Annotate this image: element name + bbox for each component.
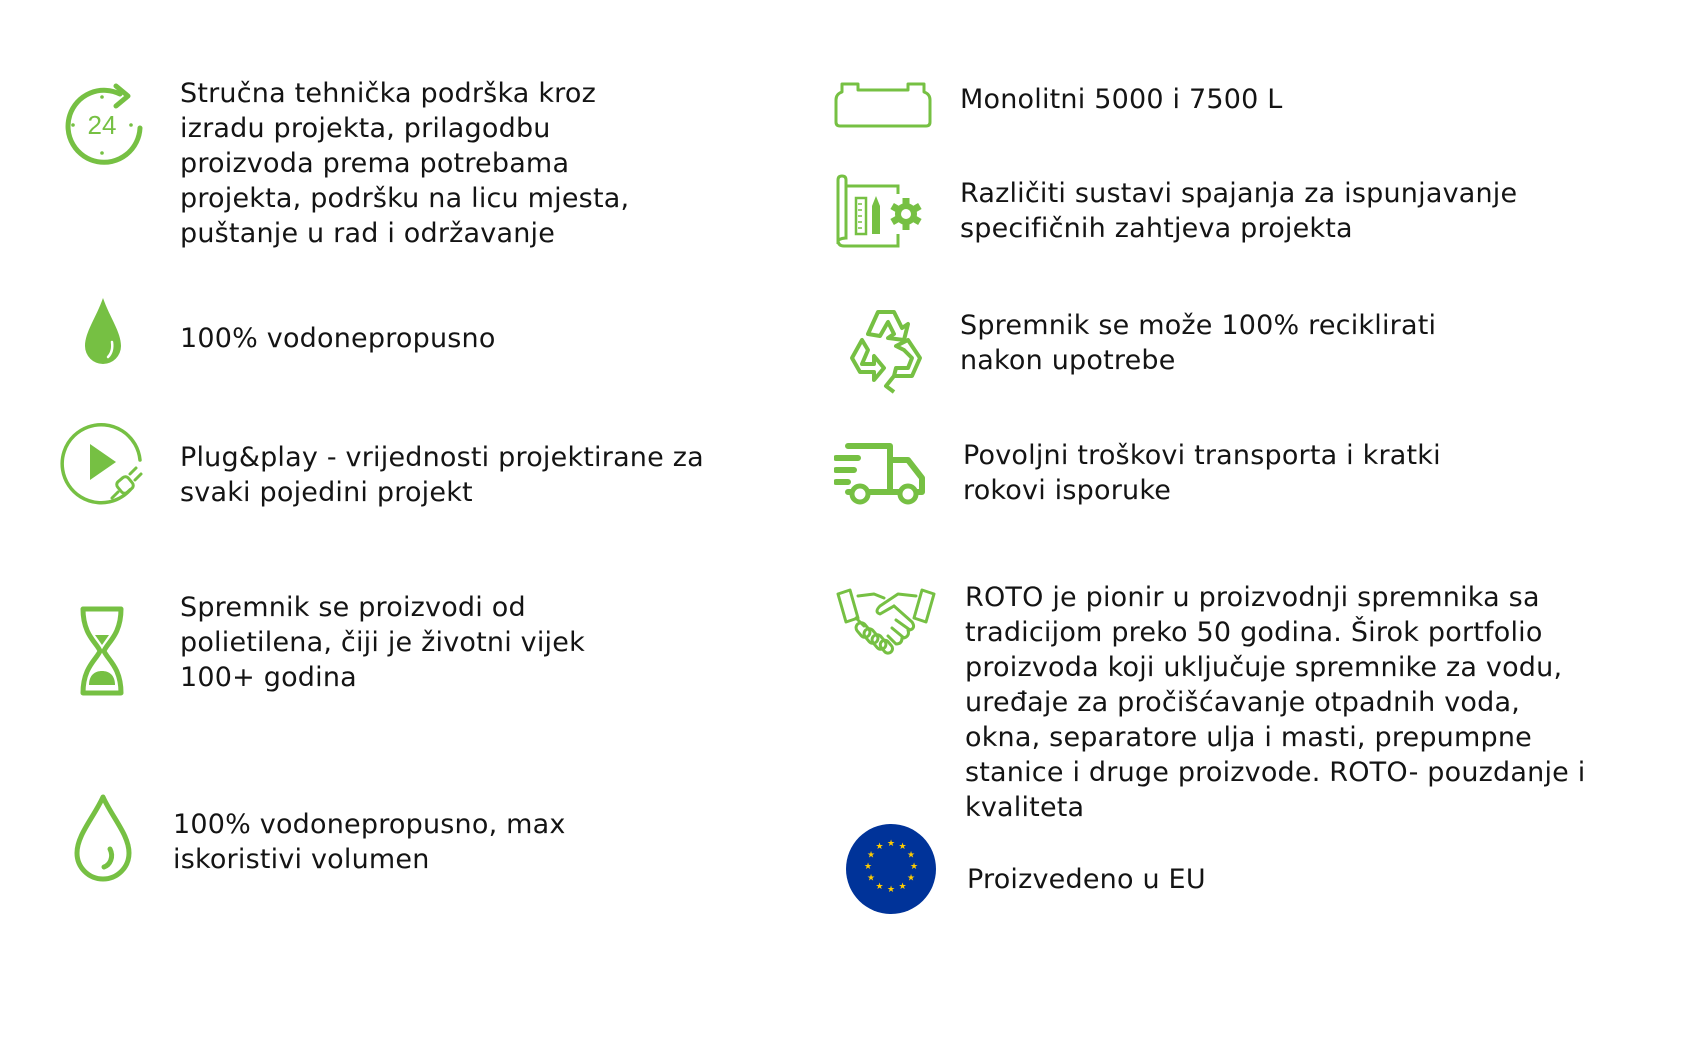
blueprint-gear-icon (834, 174, 930, 250)
svg-text:24: 24 (87, 110, 117, 140)
recycle-icon (838, 306, 926, 394)
clock-24-icon (58, 80, 150, 172)
monolithic-tank-icon (834, 80, 932, 130)
feature-line: polietilena, čiji je životni vijek (180, 627, 585, 658)
feature-line: puštanje u rad i održavanje (180, 218, 556, 249)
feature-line: Stručna tehnička podrška kroz (180, 78, 596, 109)
feature-line: Proizvedeno u EU (967, 864, 1206, 895)
feature-line: okna, separatore ulja i masti, prepumpne (965, 722, 1532, 753)
feature-line: Plug&play - vrijednosti projektirane za (180, 442, 704, 473)
feature-line: tradicijom preko 50 godina. Širok portfolio (965, 617, 1543, 648)
delivery-truck-icon (834, 442, 928, 506)
feature-line: Monolitni 5000 i 7500 L (960, 84, 1283, 115)
svg-text:★: ★ (898, 842, 907, 852)
water-drop-filled-icon (82, 296, 124, 366)
svg-text:★: ★ (906, 873, 916, 884)
svg-text:★: ★ (886, 839, 896, 849)
eu-flag-icon (846, 824, 936, 914)
feature-line: projekta, podršku na licu mjesta, (180, 183, 630, 214)
feature-line: Različiti sustavi spajanja za ispunjavanje (960, 178, 1518, 209)
svg-text:★: ★ (866, 850, 876, 861)
feature-line: svaki pojedini projekt (180, 477, 473, 508)
svg-text:★: ★ (898, 882, 907, 892)
feature-line: stanice i druge proizvode. ROTO- pouzdanje i (965, 757, 1586, 788)
feature-line: proizvoda prema potrebama (180, 148, 570, 179)
feature-line: Spremnik se može 100% reciklirati (960, 310, 1437, 341)
svg-text:★: ★ (906, 850, 916, 861)
feature-line: 100% vodonepropusno (180, 323, 496, 354)
plug-and-play-icon (60, 422, 146, 508)
svg-text:★: ★ (875, 882, 884, 892)
feature-line: nakon upotrebe (960, 345, 1176, 376)
feature-line: uređaje za pročišćavanje otpadnih voda, (965, 687, 1521, 718)
feature-line: 100% vodonepropusno, max (173, 809, 566, 840)
feature-line: iskoristivi volumen (173, 844, 430, 875)
feature-line: Povoljni troškovi transporta i kratki (963, 440, 1441, 471)
feature-line: proizvoda koji uključuje spremnike za vodu, (965, 652, 1563, 683)
svg-text:★: ★ (875, 842, 884, 852)
svg-text:★: ★ (866, 873, 876, 884)
feature-line: 100+ godina (180, 662, 357, 693)
feature-line: ROTO je pionir u proizvodnji spremnika sa (965, 582, 1540, 613)
hourglass-icon (77, 605, 127, 697)
svg-text:★: ★ (886, 885, 896, 895)
feature-line: Spremnik se proizvodi od (180, 592, 526, 623)
feature-line: rokovi isporuke (963, 475, 1172, 506)
water-drop-outline-icon (72, 793, 134, 883)
feature-line: kvaliteta (965, 792, 1085, 823)
feature-line: specifičnih zahtjeva projekta (960, 213, 1353, 244)
handshake-icon (836, 584, 936, 664)
svg-text:★: ★ (863, 862, 873, 872)
svg-text:★: ★ (909, 862, 919, 872)
feature-line: izradu projekta, prilagodbu (180, 113, 551, 144)
